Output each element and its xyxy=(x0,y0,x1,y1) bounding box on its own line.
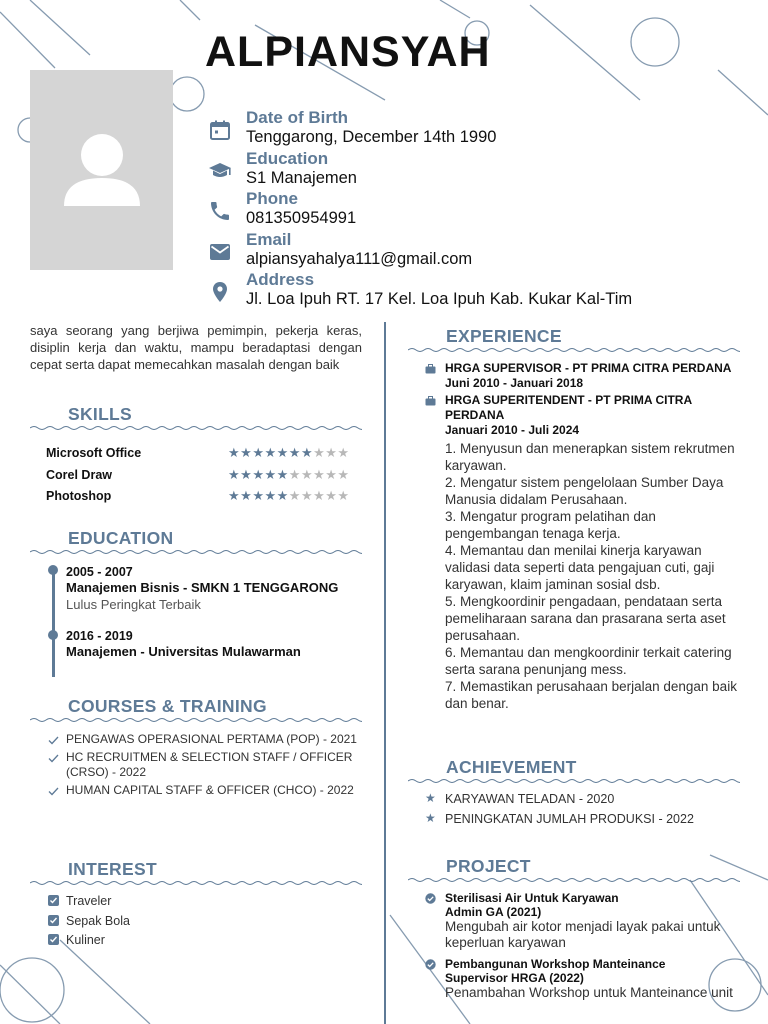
interest-text: Kuliner xyxy=(66,933,105,947)
checkbox-checked-icon xyxy=(48,934,59,945)
course-text: HUMAN CAPITAL STAFF & OFFICER (CHCO) - 2022 xyxy=(66,783,354,797)
contact-value: 081350954991 xyxy=(246,209,357,227)
experience-list xyxy=(425,361,745,712)
skills-list xyxy=(46,446,362,511)
rating-star-icon: ★ xyxy=(288,488,301,503)
rating-star-icon: ★ xyxy=(264,445,277,460)
skill-item xyxy=(46,446,362,468)
section-divider xyxy=(30,717,362,723)
contact-label: Date of Birth xyxy=(246,108,348,127)
job-entry xyxy=(425,393,745,712)
contact-label: Address xyxy=(246,270,315,289)
rating-star-icon: ★ xyxy=(276,488,289,503)
achievement-item xyxy=(425,792,745,812)
education-note: Lulus Peringkat Terbaik xyxy=(66,597,201,612)
section-divider xyxy=(408,347,740,353)
skill-rating-stars xyxy=(228,467,350,483)
candidate-name: ALPIANSYAH xyxy=(205,28,491,76)
courses-heading: COURSES & TRAINING xyxy=(68,696,267,716)
rating-star-icon: ★ xyxy=(288,466,301,482)
experience-heading: EXPERIENCE xyxy=(446,326,562,346)
job-entry xyxy=(425,361,745,391)
job-duty: 7. Memastikan perusahaan berjalan dengan baik dan benar. xyxy=(445,679,737,711)
contact-email xyxy=(205,230,750,271)
contact-value: Jl. Loa Ipuh RT. 17 Kel. Loa Ipuh Kab. Kukar Kal-Tim xyxy=(246,290,633,308)
education-entry xyxy=(66,565,366,613)
rating-star-icon: ★ xyxy=(337,488,350,503)
contact-value: alpiansyahalya111@gmail.com xyxy=(246,249,473,268)
check-circle-icon xyxy=(425,893,436,904)
achievement-heading: ACHIEVEMENT xyxy=(446,757,577,777)
rating-star-icon: ★ xyxy=(276,445,289,460)
courses-list xyxy=(48,732,358,801)
interest-heading: INTEREST xyxy=(68,859,157,879)
project-item xyxy=(425,891,745,951)
rating-star-icon: ★ xyxy=(228,488,241,503)
checkbox-checked-icon xyxy=(48,895,59,906)
rating-star-icon: ★ xyxy=(300,466,314,482)
section-divider xyxy=(30,549,362,555)
profile-photo-placeholder xyxy=(30,70,173,270)
education-timeline xyxy=(50,565,362,675)
rating-star-icon: ★ xyxy=(228,445,241,460)
achievement-text: KARYAWAN TELADAN - 2020 xyxy=(445,792,615,806)
interest-list xyxy=(48,894,130,953)
location-pin-icon xyxy=(208,280,232,304)
project-list xyxy=(425,891,745,1007)
course-item xyxy=(48,750,358,780)
rating-star-icon: ★ xyxy=(300,445,314,460)
rating-star-icon: ★ xyxy=(337,466,350,482)
job-duty: 6. Memantau dan mengkoordinir terkait catering serta sarana penunjang mess. xyxy=(445,645,732,677)
section-divider xyxy=(30,880,362,886)
rating-star-icon: ★ xyxy=(252,466,265,482)
project-heading: PROJECT xyxy=(446,856,531,876)
skill-rating-stars xyxy=(228,488,350,504)
check-icon xyxy=(48,754,59,763)
job-duty: 2. Mengatur sistem pengelolaan Sumber Daya Manusia didalam Perusahaan. xyxy=(445,475,724,507)
section-divider xyxy=(408,778,740,784)
rating-star-icon: ★ xyxy=(228,466,241,482)
interest-item xyxy=(48,894,130,914)
project-title: Sterilisasi Air Untuk Karyawan xyxy=(445,891,619,905)
project-title: Pembangunan Workshop Manteinance xyxy=(445,957,666,971)
interest-item xyxy=(48,914,130,934)
course-text: PENGAWAS OPERASIONAL PERTAMA (POP) - 2021 xyxy=(66,732,357,746)
star-icon: ★ xyxy=(425,791,436,805)
education-title: Manajemen - Universitas Mulawarman xyxy=(66,644,301,659)
star-icon: ★ xyxy=(425,810,436,825)
education-years: 2005 - 2007 xyxy=(66,565,133,579)
project-role: Admin GA (2021) xyxy=(445,905,542,919)
course-text: HC RECRUITMEN & SELECTION STAFF / OFFICER (CRSO) - 2022 xyxy=(66,750,353,779)
phone-icon xyxy=(208,199,232,223)
skill-item xyxy=(46,468,362,490)
section-divider xyxy=(30,425,362,431)
job-period: Juni 2010 - Januari 2018 xyxy=(445,376,584,390)
contact-education xyxy=(205,149,750,190)
course-item xyxy=(48,732,358,747)
course-item xyxy=(48,783,358,798)
rating-star-icon: ★ xyxy=(252,488,265,503)
rating-star-icon: ★ xyxy=(240,466,253,482)
check-icon xyxy=(48,736,59,745)
job-duty: 4. Memantau dan menilai kinerja karyawan validasi data seperti data pengajuan cuti, gaji karyawan, klaim jaminan sosial dsb. xyxy=(445,543,715,592)
contact-value: S1 Manajemen xyxy=(246,168,357,187)
check-circle-icon xyxy=(425,959,436,970)
rating-star-icon: ★ xyxy=(313,466,326,482)
graduation-cap-icon xyxy=(208,159,232,183)
project-item xyxy=(425,957,745,1001)
briefcase-icon xyxy=(425,364,436,374)
rating-star-icon: ★ xyxy=(276,466,289,482)
job-period: Januari 2010 - Juli 2024 xyxy=(445,423,580,437)
achievement-item xyxy=(425,812,745,832)
achievement-text: PENINGKATAN JUMLAH PRODUKSI - 2022 xyxy=(445,811,694,826)
job-duty: 5. Mengkoordinir pengadaan, pendataan serta pemeliharaan sarana dan prasarana serta aset perusahaan. xyxy=(445,594,726,643)
job-duty: 3. Mengatur program pelatihan dan pengembangan tenaga kerja. xyxy=(445,509,656,541)
rating-star-icon: ★ xyxy=(325,445,338,460)
rating-star-icon: ★ xyxy=(325,466,338,482)
column-divider xyxy=(384,322,386,1024)
rating-star-icon: ★ xyxy=(240,445,253,460)
contact-label: Phone xyxy=(246,189,298,208)
interest-item xyxy=(48,933,130,953)
rating-star-icon: ★ xyxy=(252,445,265,460)
calendar-icon xyxy=(208,118,232,142)
rating-star-icon: ★ xyxy=(264,488,277,503)
job-duty: 1. Menyusun dan menerapkan sistem rekrutmen karyawan. xyxy=(445,441,735,473)
rating-star-icon: ★ xyxy=(325,488,338,503)
skill-item xyxy=(46,489,362,511)
achievement-list xyxy=(425,792,745,831)
contact-address xyxy=(205,270,750,311)
contact-value: Tenggarong, December 14th 1990 xyxy=(246,128,497,146)
project-role: Supervisor HRGA (2022) xyxy=(445,971,584,985)
section-divider xyxy=(408,877,740,883)
skill-name: Photoshop xyxy=(46,489,112,503)
contact-info xyxy=(205,108,750,311)
timeline-dot xyxy=(48,630,58,640)
skill-name: Corel Draw xyxy=(46,467,112,482)
email-icon xyxy=(208,240,232,264)
interest-text: Sepak Bola xyxy=(66,913,130,928)
timeline-line xyxy=(52,571,55,677)
rating-star-icon: ★ xyxy=(313,488,326,503)
skill-rating-stars xyxy=(228,445,350,461)
rating-star-icon: ★ xyxy=(264,466,277,482)
rating-star-icon: ★ xyxy=(313,445,326,460)
contact-date-of-birth xyxy=(205,108,750,149)
timeline-dot xyxy=(48,565,58,575)
education-entry xyxy=(66,629,366,660)
checkbox-checked-icon xyxy=(48,915,59,926)
rating-star-icon: ★ xyxy=(300,488,314,503)
skill-name: Microsoft Office xyxy=(46,446,142,460)
contact-phone xyxy=(205,189,750,230)
project-description: Penambahan Workshop untuk Manteinance unit xyxy=(445,985,733,1000)
skills-heading: SKILLS xyxy=(68,404,133,424)
project-description: Mengubah air kotor menjadi layak pakai untuk keperluan karyawan xyxy=(445,919,721,950)
rating-star-icon: ★ xyxy=(288,445,301,460)
rating-star-icon: ★ xyxy=(240,488,253,503)
interest-text: Traveler xyxy=(66,894,112,908)
education-heading: EDUCATION xyxy=(68,528,174,548)
about-summary: saya seorang yang berjiwa pemimpin, pekerja keras, disiplin kerja dan waktu, mampu beradaptasi dengan cepat serta dapat memecahkan masalah dengan baik xyxy=(30,323,362,372)
education-years: 2016 - 2019 xyxy=(66,629,133,643)
job-title: HRGA SUPERITENDENT - PT PRIMA CITRA PERDANA xyxy=(445,393,692,422)
person-silhouette-icon xyxy=(30,70,173,270)
education-title: Manajemen Bisnis - SMKN 1 TENGGARONG xyxy=(66,580,339,595)
check-icon xyxy=(48,787,59,796)
contact-label: Education xyxy=(246,148,329,168)
contact-label: Email xyxy=(246,229,292,249)
job-title: HRGA SUPERVISOR - PT PRIMA CITRA PERDANA xyxy=(445,361,732,375)
briefcase-icon xyxy=(425,396,436,406)
rating-star-icon: ★ xyxy=(337,445,350,460)
